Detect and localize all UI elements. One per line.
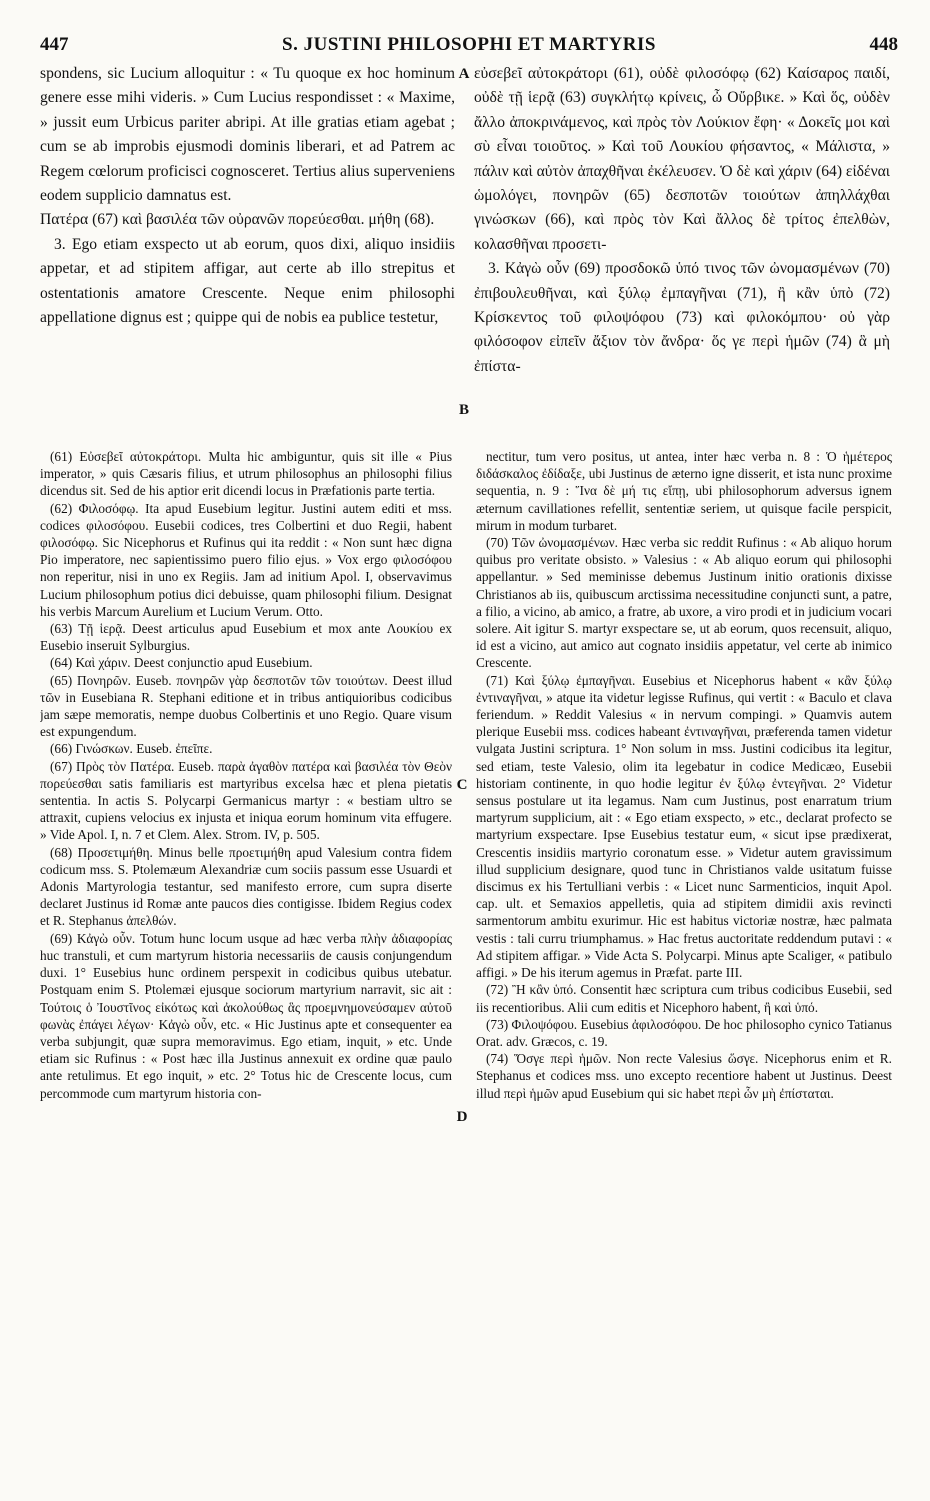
footnote: (68) Προσετιμήθη. Minus belle προετιμήθη apud Valesium contra fidem codicum mss. S. Ptolemæum Alexandriæ cum sociis passum esse Usuardi et Adonis Martyrologia testantur, sed manifesto errore, cum supra diserte declaret Justinus id Romæ ante paucos dies contigisse. Ibidem Regius codex et R. Stephanus ἀπελθών.: [40, 844, 452, 929]
latin-paragraph-1: spondens, sic Lucium alloquitur : « Tu quoque ex hoc hominum genere esse mihi videris. » Cum Lucius respondisset : « Maxime, » jussit eum Urbicus pariter abripi. At ille gratias etiam agebat ; cum se ab improbis ejusmodi dominis liberari, et ad Patrem ac Regem cœlorum proficisci cognosceret. Tertius alius superveniens eodem supplicio damnatus est.: [40, 65, 455, 205]
footnote: (64) Καὶ χάριν. Deest conjunctio apud Eusebium.: [50, 655, 313, 671]
footnote: (70) Τῶν ὠνομασμένων. Hæc verba sic reddit Rufinus : « Ab aliquo horum quibus pro veritate obsisto. » Valesius : « Ab aliquo eorum qui philosophi appellantur. » Sed meminisse debemus Justinum initio orationis dixisse Christianos ab iis, quibuscum arctissima necessitudine conjuncti sunt, a patre, a filio, a vicino, ab amico, a fratre, ab uxore, a viro prodi et in judicium vocari solere. Ait igitur S. martyr exspectare se, ut ab eorum, quos recensuit, aliquo, id est a vicino, aut amico aut cognato insidiis appetatur, vel certe ab inimico Crescente.: [476, 535, 892, 671]
footnote: (71) Καὶ ξύλῳ ἐμπαγῆναι. Eusebius et Nicephorus habent « κἂν ξύλῳ ἐντιναγῆναι, » atque ita videtur legisse Rufinus, qui vertit : « Baculo et clava feriendum. » Reddit Valesius « in nervum compingi. » Quamvis autem plerique Eusebii mss. codices habeant ἐντιναγῆναι, præferenda tamen videtur vulgata Justini scriptura. 1° Non solum in mss. Justini codicibus ita legitur, sed etiam, teste Valesio, olim ita legebatur in codice Medicæo, Eusebii historiam continente, in quo hodie legitur ἐν ξύλῳ ἐντεγῆναι. 2° Videtur sensus postulare ut ita legamus. Nam cum Justinus, post enarratum trium martyrum supplicium, ait : « Ego etiam exspecto, » etc., declarat profecto se martyrium exspectare. Ipse Eusebius testatur eum, « sicut ipse prædixerat, Crescentis insidiis martyrio coronatum esse. » Videtur autem gravissimum illud supplicium designare, quod tunc in Christianos valde usitatum fuisse discimus ex his Tertulliani verbis : « Licet nunc Sarmenticios, inquit Apol. cap. ult. et Semaxios appelletis, quia ad stipitem dimidii axis revincti sarmentorum ambitu exurimur. Hic est habitus victoriæ nostræ, hæc palmata vestis : tali curru triumphamus. » Hac fretus auctoritate reddendum putavi : « Ad stipitem affigar. » Vide Acta S. Polycarpi. Minus apte Scaliger, « patibulo affigi. » De his iterum agemus in Præfat. parte III.: [476, 672, 892, 981]
footnote: (62) Φιλοσόφῳ. Ita apud Eusebium legitur. Justini autem editi et mss. codices φιλοσόφου. Eusebii codices, tres Colbertini et duo Regii, habent φιλοσόφῳ. Sic Nicephorus et Rufinus qui ita reddit : « Non sunt hæc digna Pio imperatore, nec sapientissimo puero filio ejus. » Vox ergo φιλοσόφου non reperitur, nisi in uno ex Regiis. Jam ad initium Apol. I, observavimus Lucium philosophum potius dici debuisse, quam philosophi filium. Designat his verbis Marcum Aurelium et Lucium Verum. Otto.: [40, 500, 452, 619]
footnote: (63) Τῇ ἱερᾷ. Deest articulus apud Eusebium et mox ante Λουκίου ex Eusebio inseruit Sylburgius.: [40, 621, 452, 654]
greek-paragraph-1: εὐσεβεῖ αὐτοκράτορι (61), οὐδὲ φιλοσόφῳ (62) Καίσαρος παιδί, οὐδὲ τῇ ἱερᾷ (63) συγκλήτῳ κρίνεις, ὦ Οὔρβικε. » Καὶ ὅς, οὐδὲν ἄλλο ἀποκρινάμενος, καὶ πρὸς τὸν Λούκιον ἔφη· « Δοκεῖς μοι καὶ σὺ εἶναι τοιοῦτος. » Καὶ τοῦ Λουκίου φήσαντος, « Μάλιστα, » πάλιν καὶ αὐτὸν ἀπαχθῆναι ἐκέλευσεν. Ὁ δὲ καὶ χάριν (64) εἰδέναι ὡμολόγει, πονηρῶν (65) δεσποτῶν τοιούτων ἀπηλλάχθαι γινώσκων (66), καὶ πρὸς τὸν Καὶ ἄλλος δὲ τρίτος ἐπελθὼν, κολασθῆναι προσετι-: [474, 65, 890, 253]
page-number-left: 447: [40, 34, 69, 55]
running-header: [40, 34, 898, 58]
footnote: (74) Ὅσγε περὶ ἡμῶν. Non recte Valesius ὥσγε. Nicephorus enim et R. Stephanus et codices mss. uno excepto recentiore habent ut Justinus. Deest illud περὶ ἡμῶν apud Eusebium qui sic habet περὶ ὧν μὴ ἐπίσταται.: [476, 1051, 892, 1101]
footnotes-left-column: [40, 448, 452, 1493]
footnote: (66) Γινώσκων. Euseb. ἐπεῖπε.: [50, 741, 213, 757]
footnote: (72) Ἢ κἂν ὑπό. Consentit hæc scriptura cum tribus codicibus Eusebii, sed iis recentioribus. Alii cum editis et Nicephoro habent, ἢ καὶ ὑπό.: [476, 982, 892, 1015]
margin-siglum-d: D: [456, 1109, 468, 1125]
footnote: (65) Πονηρῶν. Euseb. πονηρῶν γὰρ δεσποτῶν τῶν τοιούτων. Deest illud τῶν in Eusebiana R. Stephani editione et in tribus antiquioribus codicibus jam sæpe memoratis, nempe duobus Colbertinis et uno Regio. Quare visum est expungendum.: [40, 672, 452, 740]
footnote: nectitur, tum vero positus, ut antea, inter hæc verba n. 8 : Ὁ ἡμέτερος διδάσκαλος ἐδίδαξε, ubi Justinus de æterno igne disserit, et ista nunc proxime sequentia, n. 9 : Ἵνα δὲ μή τις εἴπῃ, ubi philosophorum adversus ignem æternum cavillationes refellit, sententiæ seriem, ut quisque facile perspicit, mirum in modum turbaret.: [476, 449, 892, 533]
footnotes-right-column: [476, 448, 892, 1493]
footnote: (61) Εὐσεβεῖ αὐτοκράτορι. Multa hic ambiguntur, quis sit ille « Pius imperator, » quis Cæsaris filius, et utrum philosophus an philosophi filius dicendus sit. Sed de his aptior erit dicendi locus in Præfationis parte tertia.: [40, 449, 452, 499]
latin-paragraph-2: 3. Ego etiam exspecto ut ab eorum, quos dixi, aliquo insidiis appetar, et ad stipitem affigar, aut certe ab illo strepitus et ostentationis amatore Crescente. Neque enim philosophi appellatione dignus est ; quippe qui de nobis ea publice testetur,: [40, 235, 455, 327]
greek-paragraph-2: 3. Κἀγὼ οὖν (69) προσδοκῶ ὑπό τινος τῶν ὠνομασμένων (70) ἐπιβουλευθῆναι, καὶ ξύλῳ ἐμπαγῆναι (71), ἢ κἂν ὑπὸ (72) Κρίσκεντος τοῦ φιλοψόφου (73) καὶ φιλοκόμπου· οὐ γὰρ φιλόσοφον εἰπεῖν ἄξιον τὸν ἄνδρα· ὅς γε περὶ ἡμῶν (74) ἃ μὴ ἐπίστα-: [474, 260, 890, 375]
latin-main-column: [40, 62, 455, 450]
footnote: (69) Κἀγὼ οὖν. Totum hunc locum usque ad hæc verba πλὴν ἀδιαφορίας huc transtuli, et cum martyrum historia necessariis de causis conjungendum duxi. 1° Eusebius hunc ordinem perspexit in codicibus quibus utebatur. Postquam enim S. Ptolemæi ejusque sociorum martyrium narravit, sic ait : Τούτοις ὁ Ἰουστῖνος εἰκότως καὶ ἀκολούθως ἃς προεμνημονεύσαμεν αὐτοῦ φωνὰς ἐπάγει λέγων· Κἀγὼ οὖν, etc. « Hic Justinus apte et consequenter ea verba subjungit, quæ supra memoravimus. Ego etiam, inquit, » etc. Unde etiam sic Rufinus : « Post hæc illa Justinus annexuit ex ordine quæ paulo ante retulimus. Et ego inquit, » etc. 2° Totus hic de Crescente locus, cum percommode cum martyrum historia con-: [40, 930, 452, 1101]
margin-siglum-a: A: [458, 66, 470, 82]
running-title: S. JUSTINI PHILOSOPHI ET MARTYRIS: [282, 34, 656, 55]
footnote: (67) Πρὸς τὸν Πατέρα. Euseb. παρὰ ἀγαθὸν πατέρα καὶ βασιλέα τὸν Θεὸν πορεύεσθαι satis familiaris est martyribus excelsa hæc et plena pietatis sententia. In actis S. Polycarpi Germanicus martyr : « bestiam ultro se attraxit, cupiens velocius ex injusta et iniqua eorum hominum vita effugere. » Vide Apol. I, n. 7 et Clem. Alex. Strom. IV, p. 505.: [40, 758, 452, 843]
margin-siglum-b: B: [458, 402, 469, 418]
footnote: (73) Φιλοψόφου. Eusebius ἀφιλοσόφου. De hoc philosopho cynico Tatianus Orat. adv. Græcos, c. 19.: [476, 1016, 892, 1049]
greek-line-continuation: Πατέρα (67) καὶ βασιλέα τῶν οὐρανῶν πορεύεσθαι. μήθη (68).: [40, 211, 435, 229]
greek-main-column: [474, 62, 890, 450]
margin-siglum-c: C: [456, 777, 468, 793]
page-number-right: 448: [869, 34, 898, 55]
